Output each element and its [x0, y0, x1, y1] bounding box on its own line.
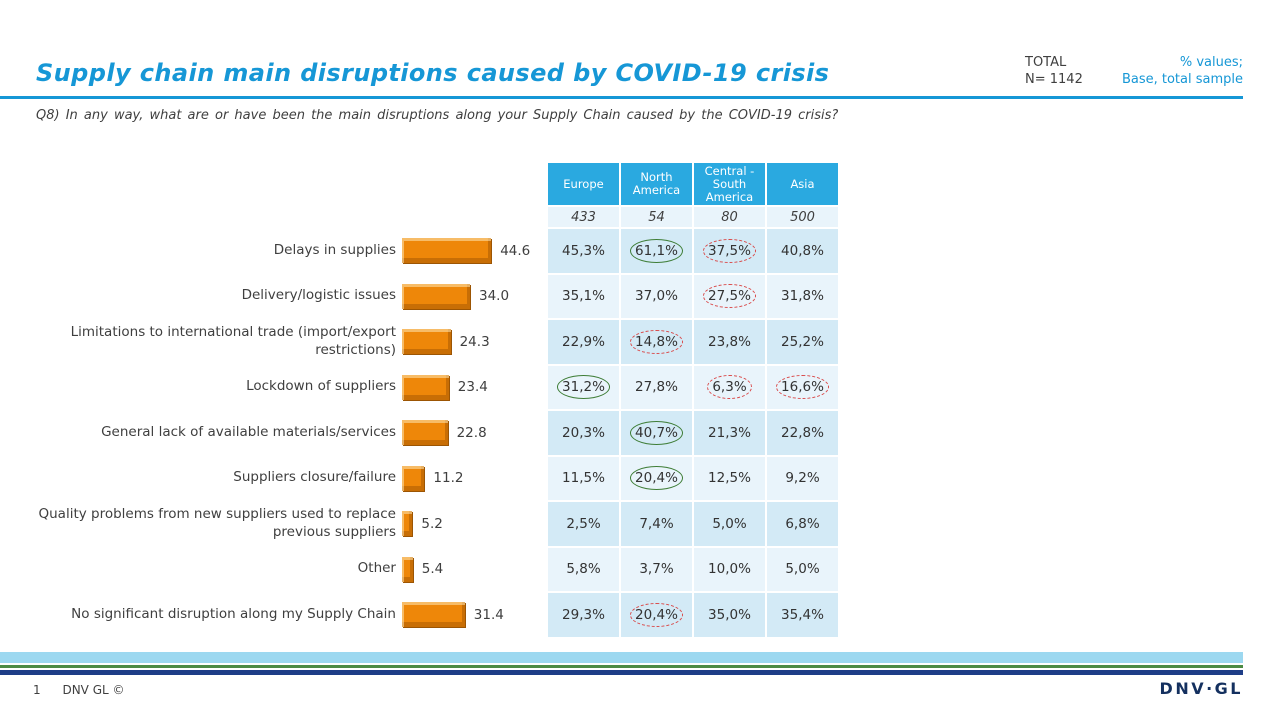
bar-category-label: Delays in supplies: [273, 241, 396, 258]
table-cell: [621, 457, 692, 501]
table-cell: [621, 320, 692, 364]
table-cell: [548, 366, 619, 410]
chart-row: [36, 229, 530, 273]
table-cell: 40,8%: [767, 229, 838, 273]
red-dashed-highlight: 20,4%: [630, 603, 683, 627]
bar-value-label: 44.6: [500, 242, 531, 259]
bar-value-label: 5.4: [421, 561, 444, 578]
table-cell: 5,8%: [548, 548, 619, 592]
dnvgl-logo: DNV·GL: [1159, 679, 1243, 698]
bar-category-label: General lack of available materials/services: [101, 423, 396, 440]
red-dashed-highlight: 14,8%: [630, 330, 683, 354]
table-cell: 21,3%: [694, 411, 765, 455]
total-n: N= 1142: [1025, 72, 1083, 87]
table-column-header: Asia: [767, 163, 838, 205]
bar-category-label: Delivery/logistic issues: [241, 287, 396, 304]
bar-value-label: 22.8: [456, 424, 487, 441]
bar: [402, 557, 413, 582]
footer-stripe-green: [0, 665, 1243, 668]
bar-category-label: No significant disruption along my Supply Chain: [71, 605, 396, 622]
bar-category-label: Suppliers closure/failure: [233, 469, 396, 486]
chart-row: [36, 366, 530, 410]
bar-value-label: 34.0: [479, 288, 510, 305]
green-circle-highlight: 31,2%: [557, 375, 610, 399]
table-cell: [767, 366, 838, 410]
table-base-value: 80: [694, 207, 765, 227]
title-divider: [0, 96, 1243, 99]
red-dashed-highlight: 37,5%: [703, 239, 756, 263]
bar-chart: [36, 229, 530, 639]
chart-row: [36, 593, 530, 637]
table-cell: [621, 593, 692, 637]
bar-value-label: 11.2: [433, 470, 464, 487]
table-cell: 5,0%: [767, 548, 838, 592]
table-cell: 22,8%: [767, 411, 838, 455]
bar-category-label: Other: [357, 560, 396, 577]
table-base-value: 433: [548, 207, 619, 227]
table-cell: 25,2%: [767, 320, 838, 364]
table-cell: 7,4%: [621, 502, 692, 546]
table-cell: [621, 229, 692, 273]
chart-row: [36, 411, 530, 455]
table-cell: 2,5%: [548, 502, 619, 546]
table-cell: 22,9%: [548, 320, 619, 364]
table-cell: 35,0%: [694, 593, 765, 637]
green-circle-highlight: 61,1%: [630, 239, 683, 263]
table-cell: 5,0%: [694, 502, 765, 546]
table-cell: [694, 366, 765, 410]
bar-value-label: 24.3: [459, 333, 490, 350]
bar-category-label: Lockdown of suppliers: [246, 378, 396, 395]
bar: [402, 238, 491, 263]
table-cell: 37,0%: [621, 275, 692, 319]
table-cell: 29,3%: [548, 593, 619, 637]
table-cell: 20,3%: [548, 411, 619, 455]
table-column-header: North America: [621, 163, 692, 205]
chart-row: [36, 502, 530, 546]
chart-row: [36, 275, 530, 319]
bar-category-label: Quality problems from new suppliers used to replace previous suppliers: [38, 506, 396, 540]
table-cell: 6,8%: [767, 502, 838, 546]
table-cell: [621, 411, 692, 455]
chart-row: [36, 457, 530, 501]
total-sample-block: [1025, 54, 1083, 88]
table-cell: 3,7%: [621, 548, 692, 592]
bar-value-label: 23.4: [457, 379, 488, 396]
table-cell: 27,8%: [621, 366, 692, 410]
bar: [402, 420, 448, 445]
table-cell: 45,3%: [548, 229, 619, 273]
table-cell: 35,4%: [767, 593, 838, 637]
copyright-text: DNV GL ©: [62, 683, 125, 697]
footer-left: [33, 683, 125, 697]
bar: [402, 602, 465, 627]
page-number: 1: [33, 683, 41, 697]
table-column-header: Central - South America: [694, 163, 765, 205]
bar: [402, 375, 449, 400]
green-circle-highlight: 40,7%: [630, 421, 683, 445]
table-column-header: Europe: [548, 163, 619, 205]
table-base-value: 54: [621, 207, 692, 227]
table-cell: 35,1%: [548, 275, 619, 319]
table-cell: 10,0%: [694, 548, 765, 592]
total-label: TOTAL: [1025, 55, 1067, 70]
bar: [402, 329, 451, 354]
table-base-value: 500: [767, 207, 838, 227]
footer-stripe-navy: [0, 670, 1243, 675]
chart-row: [36, 548, 530, 592]
region-table: [548, 163, 838, 637]
bar-value-label: 5.2: [421, 515, 443, 532]
question-text: Q8) In any way, what are or have been the main disruptions along your Supply Chain caused by the COVID-19 crisis?: [36, 108, 839, 123]
bar: [402, 466, 424, 491]
values-note-line1: % values;: [1179, 55, 1243, 70]
footer-stripe-lightblue: [0, 652, 1243, 663]
bar-category-label: Limitations to international trade (import/export restrictions): [70, 324, 396, 358]
bar-value-label: 31.4: [473, 606, 504, 623]
values-note-line2: Base, total sample: [1121, 72, 1243, 87]
page-title: Supply chain main disruptions caused by COVID-19 crisis: [36, 59, 830, 87]
bar: [402, 284, 470, 309]
table-cell: 11,5%: [548, 457, 619, 501]
table-cell: [694, 229, 765, 273]
chart-row: [36, 320, 530, 364]
table-cell: 23,8%: [694, 320, 765, 364]
red-dashed-highlight: 6,3%: [707, 375, 751, 399]
bar: [402, 511, 412, 536]
red-dashed-highlight: 27,5%: [703, 284, 756, 308]
table-cell: 31,8%: [767, 275, 838, 319]
values-note-block: [1122, 54, 1243, 88]
red-dashed-highlight: 16,6%: [776, 375, 829, 399]
table-cell: 9,2%: [767, 457, 838, 501]
table-cell: 12,5%: [694, 457, 765, 501]
green-circle-highlight: 20,4%: [630, 466, 683, 490]
table-cell: [694, 275, 765, 319]
